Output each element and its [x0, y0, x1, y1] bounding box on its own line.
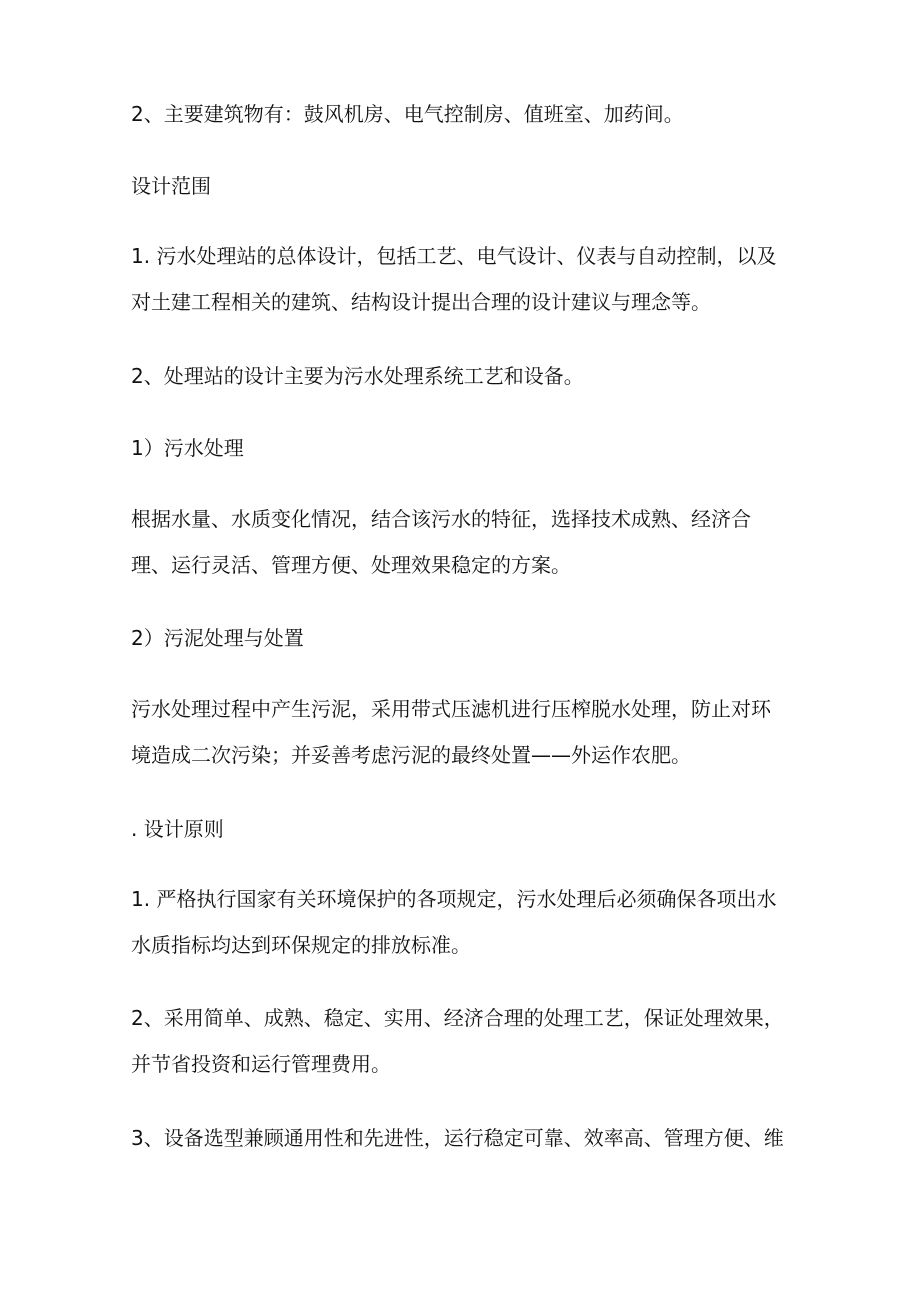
paragraph-line: 对土建工程相关的建筑、结构设计提出合理的设计建议与理念等。 [131, 290, 711, 314]
subheading-sludge-treatment: 2）污泥处理与处置 [131, 626, 304, 650]
paragraph-line: 污水处理过程中产生污泥，采用带式压滤机进行压榨脱水处理，防止对环 [131, 697, 771, 721]
section-heading-design-scope: 设计范围 [131, 174, 211, 198]
paragraph-line: 并节省投资和运行管理费用。 [131, 1052, 391, 1076]
paragraph-line: 1. 严格执行国家有关环境保护的各项规定，污水处理后必须确保各项出水 [131, 887, 777, 911]
paragraph-line: 根据水量、水质变化情况，结合该污水的特征，选择技术成熟、经济合 [131, 507, 751, 531]
paragraph-line: 3、设备选型兼顾通用性和先进性，运行稳定可靠、效率高、管理方便、维 [131, 1126, 784, 1150]
section-heading-design-principles: . 设计原则 [131, 817, 224, 841]
subheading-sewage-treatment: 1）污水处理 [131, 436, 244, 460]
paragraph-line: 水质指标均达到环保规定的排放标准。 [131, 933, 471, 957]
paragraph-line: 境造成二次污染；并妥善考虑污泥的最终处置——外运作农肥。 [131, 743, 691, 767]
paragraph-line: 理、运行灵活、管理方便、处理效果稳定的方案。 [131, 553, 571, 577]
paragraph-line: 2、处理站的设计主要为污水处理系统工艺和设备。 [131, 364, 584, 388]
paragraph-line: 1. 污水处理站的总体设计，包括工艺、电气设计、仪表与自动控制，以及 [131, 244, 777, 268]
building-list-line: 2、主要建筑物有：鼓风机房、电气控制房、值班室、加药间。 [131, 102, 684, 126]
paragraph-line: 2、采用简单、成熟、稳定、实用、经济合理的处理工艺，保证处理效果， [131, 1006, 784, 1030]
